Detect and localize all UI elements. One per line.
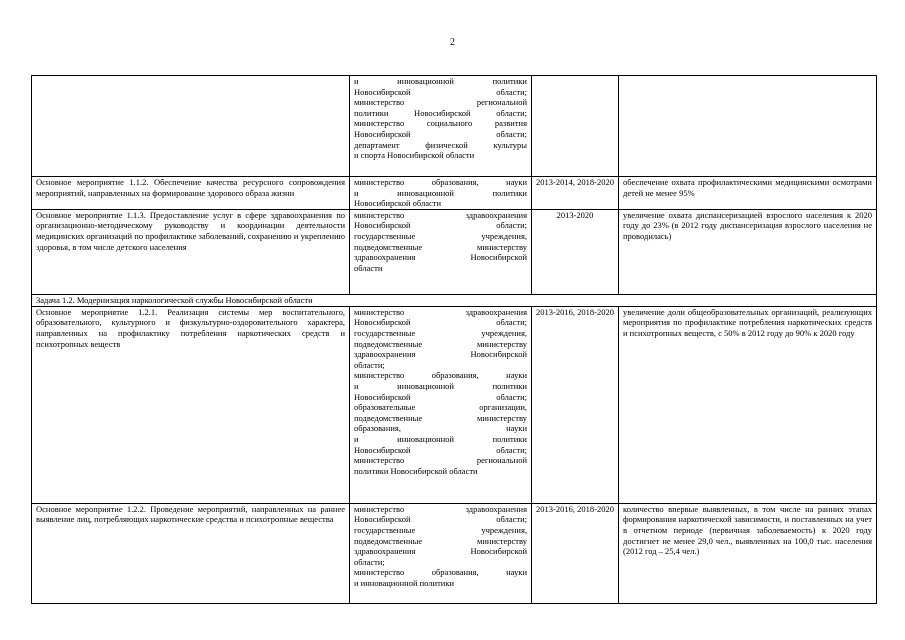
executor-line: государственные учреждения, bbox=[354, 327, 527, 338]
table-row bbox=[32, 503, 877, 603]
result-cell: обеспечение охвата профилактическими медицинскими осмотрами детей не менее 95% bbox=[619, 177, 877, 210]
executor-line: Новосибирской области; bbox=[354, 86, 527, 97]
executor-line: государственные учреждения, bbox=[354, 524, 527, 535]
executor-line: министерство социального развития bbox=[354, 118, 527, 129]
result-cell bbox=[619, 76, 877, 177]
measures-table bbox=[31, 75, 877, 604]
period-cell bbox=[532, 76, 619, 177]
executor-line: образовательные организации, bbox=[354, 402, 527, 413]
executor-line: области; bbox=[354, 556, 385, 567]
executor-line: и инновационной политики bbox=[354, 433, 527, 444]
executors-cell bbox=[350, 209, 532, 294]
executor-line: Новосибирской области; bbox=[354, 220, 527, 231]
executor-line: политики Новосибирской области bbox=[354, 465, 478, 476]
executors-cell bbox=[350, 306, 532, 503]
period-cell: 2013-2014, 2018-2020 bbox=[532, 177, 619, 210]
executor-line: Новосибирской области; bbox=[354, 317, 527, 328]
period-cell: 2013-2020 bbox=[532, 209, 619, 294]
measure-cell: Основное мероприятие 1.2.1. Реализация системы мер воспитательного, образовательного, культурного и физкультурно-оздоровительного характера, направленных на профилактику потребления наркотических средств и психотропных веществ bbox=[32, 306, 350, 503]
executor-line: образования, науки bbox=[354, 423, 527, 434]
measure-cell: Основное мероприятие 1.2.2. Проведение мероприятий, направленных на раннее выявление лиц, потребляющих наркотические средства и психотропные вещества bbox=[32, 503, 350, 603]
executors-cell bbox=[350, 177, 532, 210]
executors-cell bbox=[350, 76, 532, 177]
table-row bbox=[32, 209, 877, 294]
executor-line: Новосибирской области; bbox=[354, 444, 527, 455]
executor-line: здравоохранения Новосибирской bbox=[354, 349, 527, 360]
period-cell: 2013-2016, 2018-2020 bbox=[532, 503, 619, 603]
executor-line: подведомственные министерству bbox=[354, 535, 527, 546]
table-row bbox=[32, 306, 877, 503]
table-row bbox=[32, 76, 877, 177]
table-row bbox=[32, 177, 877, 210]
measure-cell: Основное мероприятие 1.1.2. Обеспечение качества ресурсного сопровождения мероприятий, направленных на формирование здорового образа жизни bbox=[32, 177, 350, 210]
executor-line: и инновационной политики bbox=[354, 76, 527, 86]
executor-line: здравоохранения Новосибирской bbox=[354, 546, 527, 557]
executor-line: и инновационной политики bbox=[354, 577, 455, 588]
executor-line: министерство региональной bbox=[354, 455, 527, 466]
executor-line: и спорта Новосибирской области bbox=[354, 150, 475, 161]
executor-line: подведомственные министерству bbox=[354, 412, 527, 423]
executors-cell bbox=[350, 503, 532, 603]
measure-cell bbox=[32, 76, 350, 177]
executor-line: Новосибирской области; bbox=[354, 391, 527, 402]
executor-line: министерство здравоохранения bbox=[354, 503, 527, 514]
result-cell: увеличение охвата диспансеризацией взрослого населения к 2020 году до 23% (в 2012 году диспансеризация взрослого населения не проводилась) bbox=[619, 209, 877, 294]
executor-line: министерство региональной bbox=[354, 97, 527, 108]
measure-cell: Основное мероприятие 1.1.3. Предоставление услуг в сфере здравоохранения по организационно-методическому руководству и координации деятельности медицинских организаций по профилактике заболеваний, сохранению и укреплению здоровья, в том числе детского населения bbox=[32, 209, 350, 294]
result-cell: увеличение доли общеобразовательных организаций, реализующих мероприятия по профилактике потребления наркотических средств и психотропных веществ, с 50% в 2012 году до 90% к 2020 году bbox=[619, 306, 877, 503]
executor-line: здравоохранения Новосибирской bbox=[354, 252, 527, 263]
executor-line: министерство здравоохранения bbox=[354, 209, 527, 220]
executor-line: Новосибирской области; bbox=[354, 128, 527, 139]
executor-line: государственные учреждения, bbox=[354, 230, 527, 241]
executor-line: подведомственные министерству bbox=[354, 241, 527, 252]
executor-line: министерство образования, науки bbox=[354, 177, 527, 187]
executor-line: министерство образования, науки bbox=[354, 567, 527, 578]
executor-line: министерство образования, науки bbox=[354, 370, 527, 381]
executor-line: департамент физической культуры bbox=[354, 139, 527, 150]
executor-line: Новосибирской области bbox=[354, 198, 442, 209]
executor-line: политики Новосибирской области; bbox=[354, 107, 527, 118]
executor-line: области bbox=[354, 262, 383, 273]
executor-line: подведомственные министерству bbox=[354, 338, 527, 349]
task-title: Задача 1.2. Модернизация наркологической службы Новосибирской области bbox=[32, 294, 877, 306]
executor-line: области; bbox=[354, 359, 385, 370]
executor-line: и инновационной политики bbox=[354, 187, 527, 198]
executor-line: министерство здравоохранения bbox=[354, 306, 527, 317]
period-cell: 2013-2016, 2018-2020 bbox=[532, 306, 619, 503]
page-number: 2 bbox=[450, 37, 455, 48]
task-row bbox=[32, 294, 877, 306]
result-cell: количество впервые выявленных, в том числе на ранних этапах формирования наркотической зависимости, и поставленных на учет в отчетном периоде (первичная заболеваемость) к 2020 году достигнет не менее 29,0 чел., выявленных на 100,0 тыс. населения (2012 год – 25,4 чел.) bbox=[619, 503, 877, 603]
executor-line: Новосибирской области; bbox=[354, 514, 527, 525]
executor-line: и инновационной политики bbox=[354, 380, 527, 391]
